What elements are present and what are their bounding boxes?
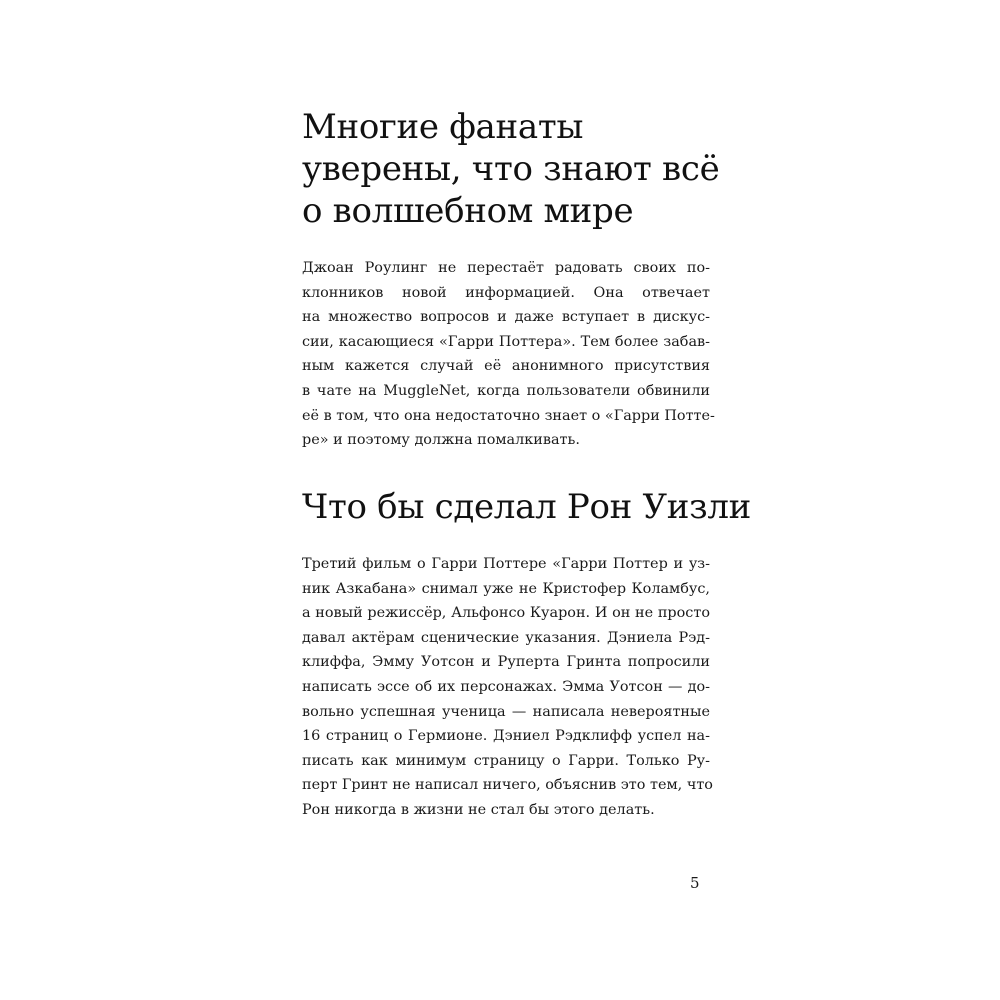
section-ron-weasley	[302, 486, 752, 823]
section-heading	[302, 486, 752, 528]
section-heading	[302, 106, 720, 232]
paragraph-line: Третий фильм о Гарри Поттере «Гарри Поттер и уз-	[302, 556, 710, 572]
section-paragraph	[302, 256, 715, 453]
heading-line: Что бы сделал Рон Уизли	[302, 487, 752, 527]
paragraph-line: клиффа, Эмму Уотсон и Руперта Гринта попросили	[302, 654, 710, 671]
heading-line: о волшебном мире	[302, 191, 634, 231]
paragraph-line: ник Азкабана» снимал уже не Кристофер Коламбус,	[302, 580, 710, 597]
paragraph-line: её в том, что она недостаточно знает о «Гарри Потте-	[302, 407, 715, 424]
paragraph-line: Джоан Роулинг не перестаёт радовать своих по-	[302, 260, 710, 276]
paragraph-line: на множество вопросов и даже вступает в дискус-	[302, 309, 710, 326]
paragraph-line: ре» и поэтому должна помалкивать.	[302, 432, 580, 449]
paragraph-line: сии, касающиеся «Гарри Поттера». Тем более забав-	[302, 333, 710, 350]
paragraph-line: 16 страниц о Гермионе. Дэниел Рэдклифф успел на-	[302, 728, 710, 745]
heading-line: уверены, что знают всё	[302, 149, 720, 189]
paragraph-line: Рон никогда в жизни не стал бы этого делать.	[302, 801, 655, 818]
paragraph-line: в чате на MuggleNet, когда пользователи обвинили	[302, 382, 710, 399]
section-fans	[302, 106, 720, 453]
paragraph-line: писать как минимум страницу о Гарри. Только Ру-	[302, 752, 710, 769]
heading-line: Многие фанаты	[302, 107, 584, 147]
paragraph-line: а новый режиссёр, Альфонсо Куарон. И он не просто	[302, 605, 710, 622]
paragraph-line: перт Гринт не написал ничего, объяснив это тем, что	[302, 777, 713, 794]
paragraph-line: написать эссе об их персонажах. Эмма Уотсон — до-	[302, 678, 710, 695]
page-number: 5	[690, 874, 700, 892]
paragraph-line: вольно успешная ученица — написала невероятные	[302, 703, 710, 720]
paragraph-line: клонников новой информацией. Она отвечает	[302, 284, 710, 301]
section-paragraph	[302, 552, 713, 823]
paragraph-line: ным кажется случай её анонимного присутствия	[302, 358, 710, 375]
paragraph-line: давал актёрам сценические указания. Дэниела Рэд-	[302, 629, 710, 646]
